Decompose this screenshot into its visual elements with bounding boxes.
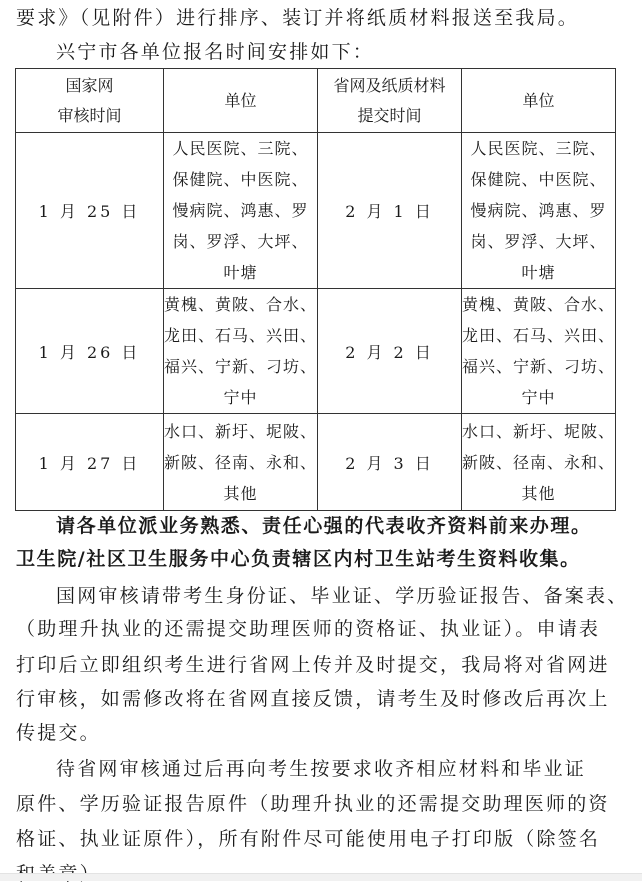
units-right-cell — [462, 133, 616, 289]
unit-line: 岗、罗浮、大坪、 — [172, 232, 309, 251]
notice-line: 卫生院/社区卫生服务中心负责辖区内村卫生站考生资料收集。 — [16, 548, 581, 570]
provincial-date-cell: 2 月 2 日 — [318, 289, 462, 414]
intro-line: 要求》（见附件）进行排序、装订并将纸质材料报送至我局。 — [16, 7, 579, 29]
units-left-cell — [164, 133, 318, 289]
paragraph-line: 国网审核请带考生身份证、毕业证、学历验证报告、备案表、 — [56, 585, 629, 607]
notice-line: 请各单位派业务熟悉、责任心强的代表收齐资料前来办理。 — [56, 515, 592, 537]
unit-line: 人民医院、三院、 — [470, 139, 607, 158]
unit-line: 岗、罗浮、大坪、 — [470, 232, 607, 251]
national-date-cell: 1 月 26 日 — [16, 289, 164, 414]
paragraph-line: 行审核，如需修改将在省网直接反馈，请考生及时修改后再次上 — [16, 688, 610, 710]
schedule-heading: 兴宁市各单位报名时间安排如下： — [56, 41, 375, 63]
national-date-cell: 1 月 25 日 — [16, 133, 164, 289]
table-row — [16, 133, 616, 289]
unit-line: 福兴、宁新、刁坊、 — [164, 357, 318, 376]
unit-line: 保健院、中医院、 — [172, 170, 309, 189]
unit-line: 黄槐、黄陂、合水、 — [462, 295, 616, 314]
unit-line: 保健院、中医院、 — [470, 170, 607, 189]
unit-line: 慢病院、鸿惠、罗 — [470, 201, 607, 220]
paragraph-line: 传提交。 — [16, 722, 101, 744]
header-national-review-time — [16, 69, 164, 133]
header-unit-left — [164, 69, 318, 133]
table-row — [16, 289, 616, 414]
schedule-table — [15, 68, 616, 511]
header-text: 省网及纸质材料 — [333, 75, 446, 95]
header-unit-right — [462, 69, 616, 133]
header-text: 单位 — [522, 90, 555, 110]
units-right-cell — [462, 289, 616, 414]
unit-line: 龙田、石马、兴田、 — [462, 326, 616, 345]
provincial-date-cell: 2 月 3 日 — [318, 414, 462, 511]
units-right-cell — [462, 414, 616, 511]
paragraph-line: 原件、学历验证报告原件（助理升执业的还需提交助理医师的资 — [16, 793, 610, 815]
header-text: 审核时间 — [57, 105, 122, 125]
paragraph-line: 格证、执业证原件），所有附件尽可能使用电子打印版（除签名 — [16, 828, 601, 850]
unit-line: 人民医院、三院、 — [172, 139, 309, 158]
provincial-date-cell: 2 月 1 日 — [318, 133, 462, 289]
unit-line: 其他 — [223, 483, 258, 503]
unit-line: 叶塘 — [223, 263, 258, 282]
unit-line: 其他 — [521, 483, 556, 503]
header-text: 单位 — [224, 90, 257, 110]
unit-line: 新陂、径南、永和、 — [462, 452, 616, 472]
paragraph-line: （助理升执业的还需提交助理医师的资格证、执业证）。申请表 — [16, 618, 601, 640]
header-text: 国家网 — [65, 75, 114, 95]
unit-line: 慢病院、鸿惠、罗 — [172, 201, 309, 220]
unit-line: 水口、新圩、坭陂、 — [462, 421, 616, 441]
header-provincial-submit-time — [318, 69, 462, 133]
paragraph-line: 待省网审核通过后再向考生按要求收齐相应材料和毕业证 — [56, 758, 587, 780]
header-text: 提交时间 — [357, 105, 422, 125]
unit-line: 龙田、石马、兴田、 — [164, 326, 318, 345]
units-left-cell — [164, 289, 318, 414]
page-bottom-edge — [0, 873, 642, 881]
unit-line: 水口、新圩、坭陂、 — [164, 421, 318, 441]
table-row — [16, 414, 616, 511]
unit-line: 福兴、宁新、刁坊、 — [462, 357, 616, 376]
unit-line: 宁中 — [521, 388, 556, 407]
unit-line: 黄槐、黄陂、合水、 — [164, 295, 318, 314]
table-header-row — [16, 69, 616, 133]
unit-line: 新陂、径南、永和、 — [164, 452, 318, 472]
units-left-cell — [164, 414, 318, 511]
unit-line: 叶塘 — [521, 263, 556, 282]
unit-line: 宁中 — [223, 388, 258, 407]
paragraph-line: 打印后立即组织考生进行省网上传并及时提交，我局将对省网进 — [16, 654, 610, 676]
national-date-cell: 1 月 27 日 — [16, 414, 164, 511]
